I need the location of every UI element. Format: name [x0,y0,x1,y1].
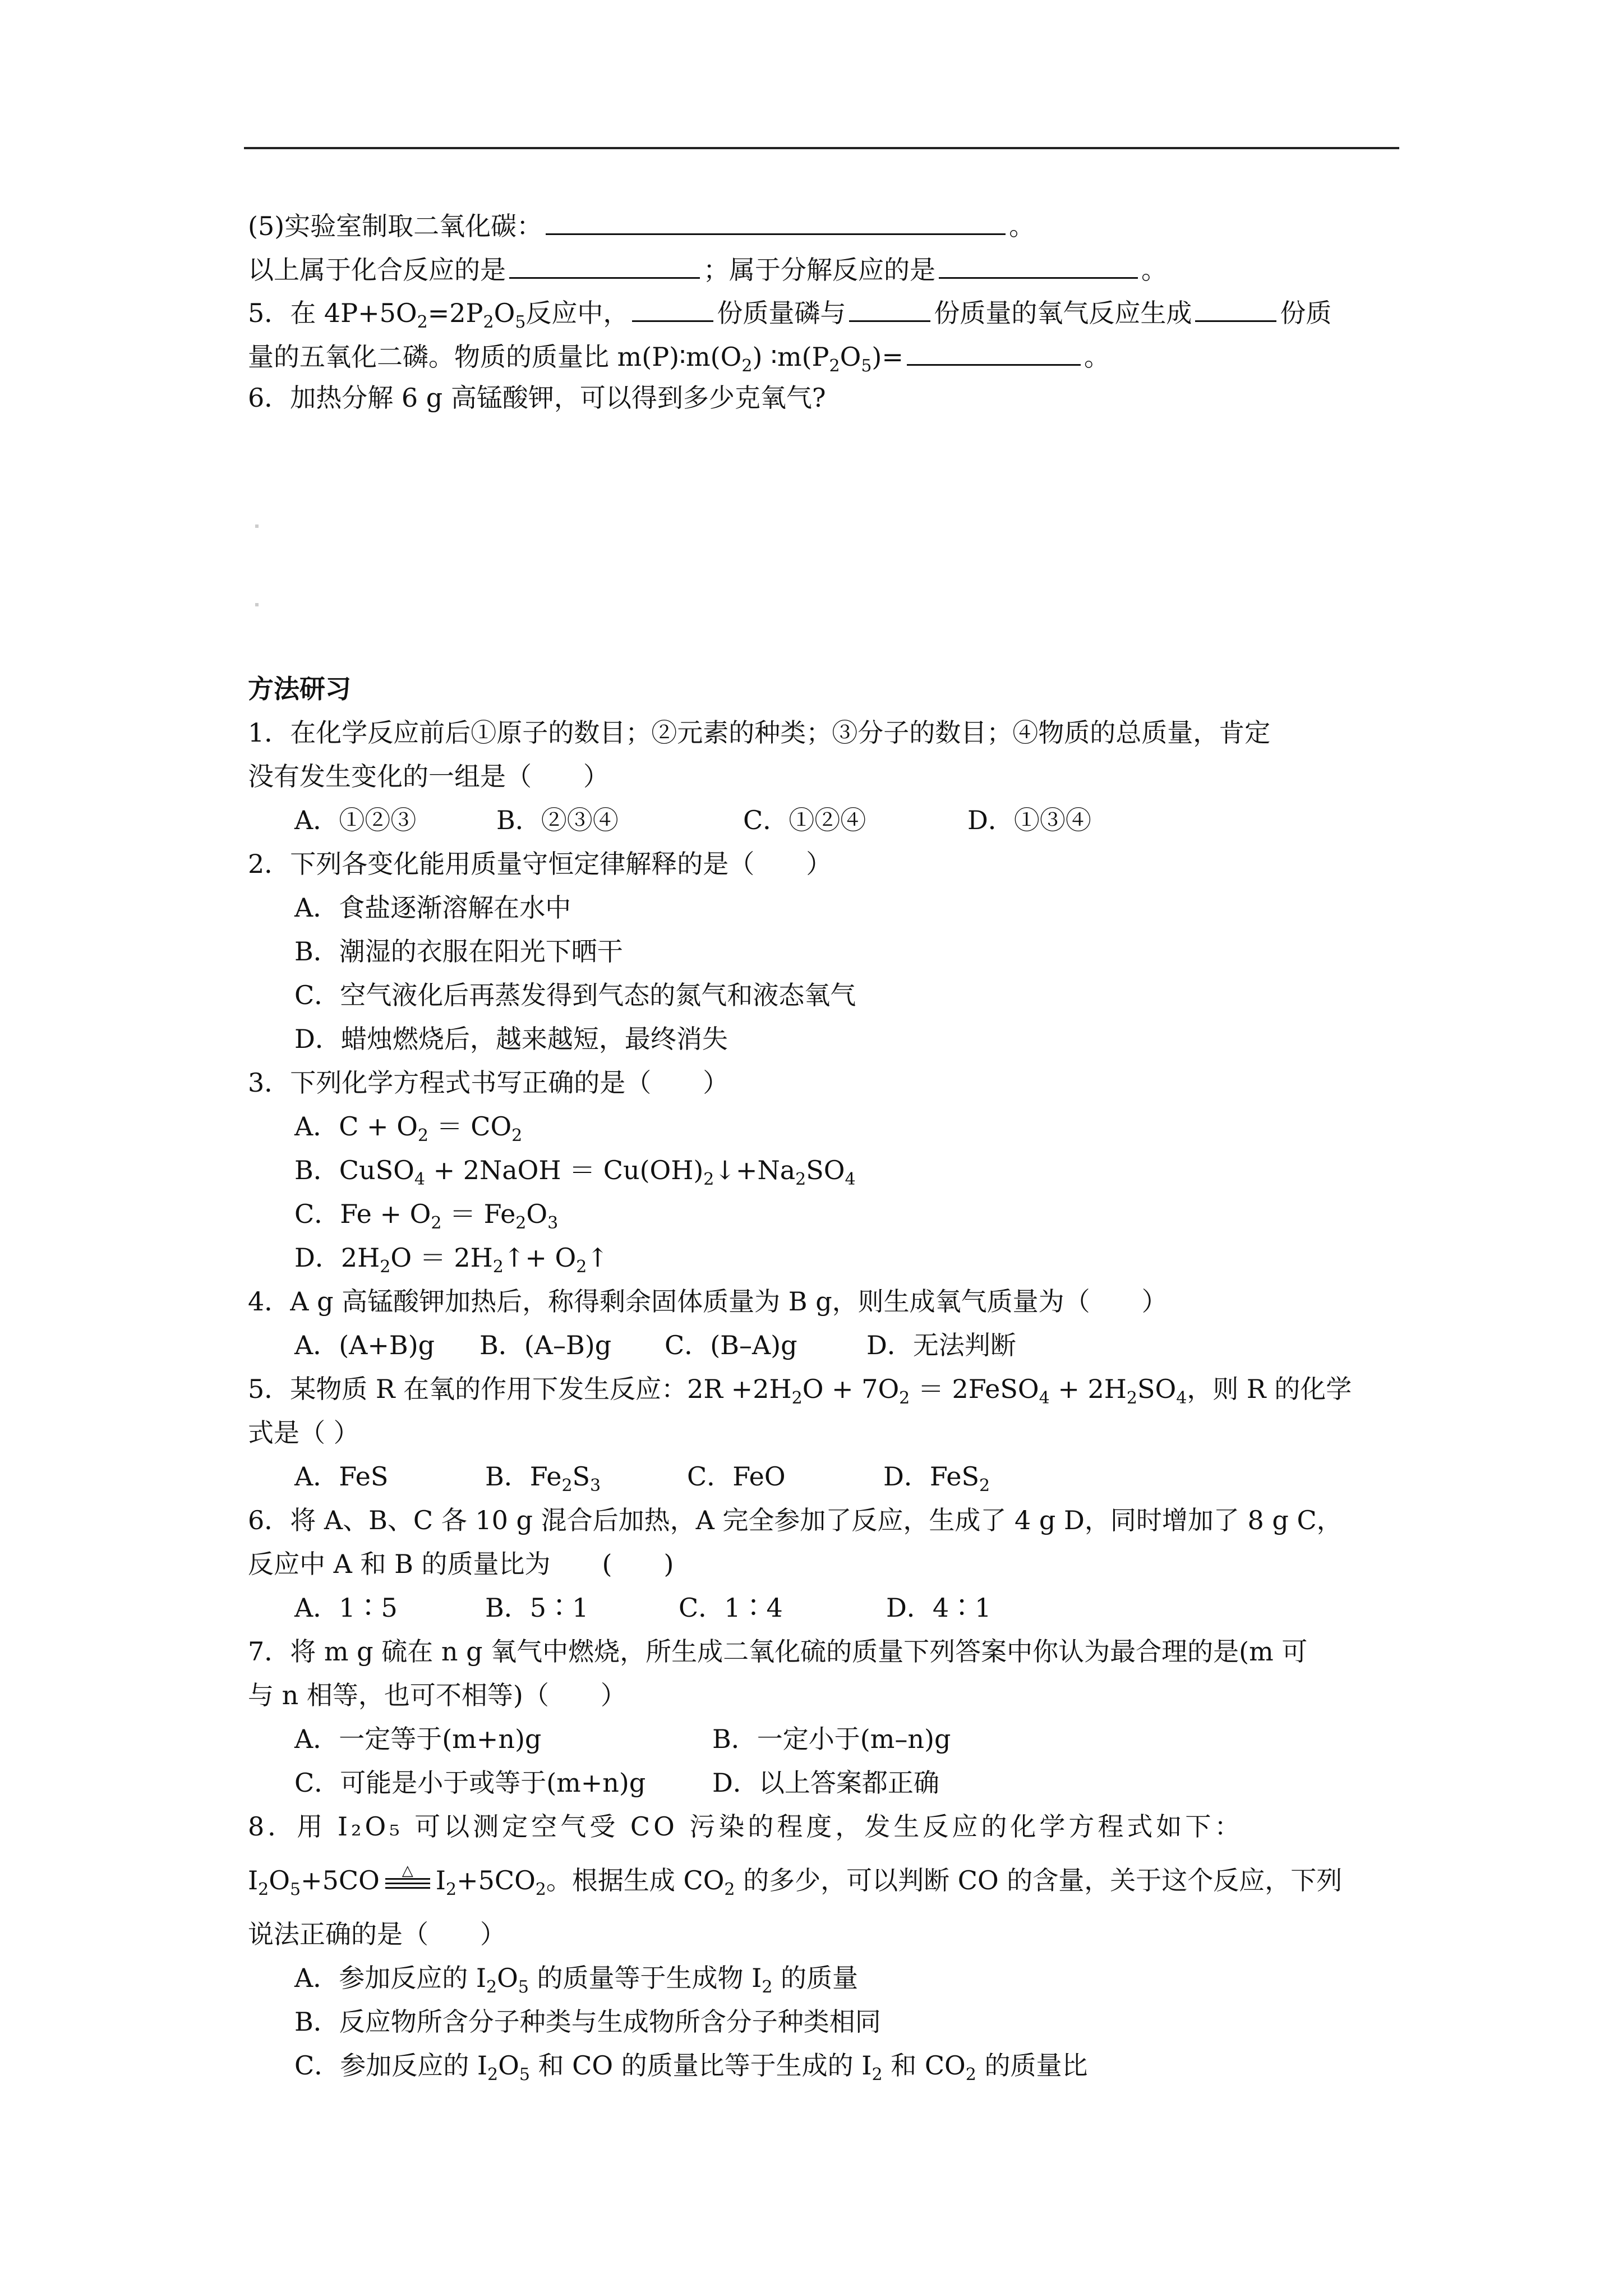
q5-options [294,1455,990,1498]
subscript: 4 [414,1170,425,1189]
eq-text: ↓+Na [714,1155,796,1185]
heating-equals-sign [382,1862,434,1894]
option-d[interactable] [883,1455,990,1498]
q7-options-cd [294,1761,939,1804]
q8-option-b[interactable]: B．反应物所含分子种类与生成物所含分子种类相同 [294,2007,881,2037]
subscript: 2 [561,1476,573,1496]
eq-text: + 2NaOH ＝ Cu(OH) [425,1155,704,1185]
eq-bar [385,1878,430,1880]
subscript: 2 [417,312,428,332]
q2-line: 2．下列各变化能用质量守恒定律解释的是（ ） [248,849,832,879]
eq-text: O [497,1963,518,1993]
q8-option-a[interactable] [294,1957,858,1999]
answer-blank[interactable] [632,289,713,322]
eq-text: I [435,1865,446,1895]
q7-line2: 与 n 相等，也可不相等)（ ） [248,1680,626,1710]
answer-blank[interactable] [1195,289,1276,322]
q2-option-c[interactable]: C．空气液化后再蒸发得到气态的氮气和液态氧气 [294,980,856,1010]
eq-text: O [494,298,515,328]
eq-text: SO [1137,1374,1177,1404]
classify-text-b: ；属于分解反应的是 [703,255,935,285]
eq-text: )= [872,342,903,372]
q5-prev-line2 [248,333,1110,375]
subscript: 2 [445,1880,457,1899]
subscript: 5 [515,312,526,332]
scan-dot [255,603,259,606]
q8-equation-line [248,1859,1342,1902]
classify-line [248,246,1167,288]
subscript: 5 [289,1880,301,1899]
q2-option-a[interactable]: A．食盐逐渐溶解在水中 [294,892,571,923]
subscript: 2 [576,1257,587,1277]
option-d[interactable]: D．4∶1 [886,1593,992,1623]
eq-text: 份质量的氧气反应生成 [934,298,1192,328]
eq-bar [385,1883,430,1884]
eq-text: I [248,1865,259,1895]
header-rule [244,147,1399,149]
q5-line2: 式是（ ） [248,1418,359,1448]
heat-triangle-icon: △ [402,1862,413,1879]
eq-text: 和 CO 的质量比等于生成的 I [529,2050,872,2081]
punct: 。 [1009,211,1035,241]
subscript: 5 [861,356,872,376]
eq-text: D．2H [294,1243,380,1273]
eq-text: O [840,342,861,372]
subscript: 5 [518,1977,529,1997]
eq-text: O [269,1865,290,1895]
eq-text: 的多少，可以判断 CO 的含量，关于这个反应，下列 [735,1865,1343,1895]
eq-text: + 2H [1049,1374,1127,1404]
q7-line1: 7．将 m g 硫在 n g 氧气中燃烧，所生成二氧化硫的质量下列答案中你认为最合理的是(m 可 [248,1636,1308,1667]
subscript: 2 [258,1880,269,1899]
classify-text-a: 以上属于化合反应的是 [248,255,506,285]
subscript: 4 [845,1170,856,1189]
eq-text: 的质量 [772,1963,859,1993]
answer-blank[interactable] [849,289,930,322]
option-a[interactable]: A．一定等于(m+n)g [294,1724,542,1754]
eq-text: 反应中， [525,298,629,328]
subscript: 2 [724,1880,735,1899]
eq-text: O ＝ 2H [390,1243,493,1273]
scan-dot [255,524,259,528]
eq-text: O [526,1199,548,1229]
q3-option-a[interactable] [294,1105,522,1148]
subscript: 2 [380,1257,391,1277]
option-d[interactable]: D．无法判断 [866,1330,1016,1360]
eq-text: ) ∶m(P [752,342,829,372]
eq-text: C．Fe + O [294,1199,431,1229]
eq-text: ，则 R 的化学 [1187,1374,1352,1404]
option-b[interactable]: B．5∶1 [485,1593,589,1623]
eq-text: +5CO [301,1865,380,1895]
subscript: 2 [829,356,840,376]
eq-bar [385,1887,430,1889]
q6-prev-line [248,376,826,419]
eq-text: 5．在 4P+5O [248,298,417,328]
question-text: 6．加热分解 6 g 高锰酸钾，可以得到多少克氧气? [248,383,826,413]
q7-options-ab [294,1718,951,1760]
subscript: 2 [1126,1388,1137,1408]
subscript: 2 [703,1170,714,1189]
q2-option-d[interactable]: D．蜡烛燃烧后，越来越短，最终消失 [294,1024,728,1054]
option-a[interactable]: A．1∶5 [294,1593,398,1623]
eq-text: ＝ CO [428,1111,512,1142]
eq-text: 份质量磷与 [717,298,846,328]
item5-line [248,202,1035,245]
answer-blank[interactable] [907,333,1081,366]
q8-option-c[interactable] [294,2044,1087,2087]
q1-line2: 没有发生变化的一组是（ ） [248,761,609,792]
option-d[interactable]: D．①③④ [967,805,1091,835]
answer-blank[interactable] [546,202,1006,235]
eq-text: ↑ [587,1243,608,1273]
eq-text: 份质 [1280,298,1332,328]
subscript: 2 [487,2065,499,2085]
option-c[interactable]: C．FeO [687,1461,786,1492]
q3-option-b[interactable] [294,1149,856,1191]
subscript: 2 [791,1388,803,1408]
subscript: 2 [515,1213,527,1233]
option-c[interactable]: C．(B–A)g [665,1330,797,1360]
eq-text: B．Fe [485,1461,562,1492]
eq-text: D．FeS [883,1461,980,1492]
section-title: 方法研习 [248,674,351,704]
eq-text: B．CuSO [294,1155,414,1185]
option-c[interactable]: C．①②④ [743,805,866,835]
subscript: 4 [1176,1388,1187,1408]
item5-label: (5)实验室制取二氧化碳： [248,211,543,241]
eq-text: 的质量等于生成物 I [528,1963,762,1993]
q6-line1: 6．将 A、B、C 各 10 g 混合后加热，A 完全参加了反应，生成了 4 g D，同时增加了 8 g C， [248,1505,1343,1535]
option-a[interactable]: A．(A+B)g [294,1330,435,1360]
q1-options [294,799,1091,841]
eq-text: 量的五氧化二磷。物质的质量比 [248,342,617,372]
answer-blank[interactable] [939,246,1138,279]
option-b[interactable]: B．(A–B)g [479,1330,612,1360]
q6-options [294,1586,991,1629]
option-b[interactable] [485,1455,687,1498]
subscript: 2 [965,2065,976,2085]
eq-text: O + 7O [802,1374,900,1404]
eq-text: SO [806,1155,845,1185]
option-d[interactable]: D．以上答案都正确 [712,1768,939,1798]
q3-option-c[interactable] [294,1193,558,1235]
option-a[interactable]: A．FeS [294,1461,389,1492]
subscript: 2 [431,1213,442,1233]
q5-line1 [248,1368,1352,1410]
subscript: 2 [486,1977,497,1997]
option-b[interactable]: B．②③④ [496,805,619,835]
option-c[interactable]: C．1∶4 [679,1593,783,1623]
q3-line: 3．下列化学方程式书写正确的是（ ） [248,1068,729,1098]
q4-options [294,1324,1016,1366]
punct: 。 [1141,255,1167,285]
q2-option-b[interactable]: B．潮湿的衣服在阳光下晒干 [294,936,623,967]
eq-text: S [572,1461,591,1492]
subscript: 2 [483,312,494,332]
subscript: 2 [417,1126,429,1145]
subscript: 2 [511,1126,523,1145]
eq-text: 的质量比 [976,2050,1088,2081]
subscript: 3 [590,1476,601,1496]
eq-text: ＝ Fe [441,1199,516,1229]
eq-text: +5CO [457,1865,536,1895]
eq-text: 和 CO [882,2050,966,2081]
option-a[interactable]: A．①②③ [294,805,417,835]
eq-text: m(P)∶m(O [617,342,742,372]
eq-text: ↑+ O [503,1243,577,1273]
q3-option-d[interactable] [294,1236,608,1279]
subscript: 4 [1039,1388,1050,1408]
option-b[interactable]: B．一定小于(m–n)g [712,1724,951,1754]
q1-line1: 1．在化学反应前后①原子的数目；②元素的种类；③分子的数目；④物质的总质量，肯定 [248,717,1271,748]
eq-text: C．参加反应的 I [294,2050,487,2081]
subscript: 2 [795,1170,806,1189]
subscript: 2 [741,356,753,376]
q8-line1: 8．用 I₂O₅ 可以测定空气受 CO 污染的程度，发生反应的化学方程式如下： [248,1811,1244,1842]
punct: 。 [1083,342,1110,372]
eq-text: ＝ 2FeSO [910,1374,1039,1404]
eq-text: A．参加反应的 I [294,1963,487,1993]
q5-prev-line1 [248,289,1331,332]
eq-text: O [498,2050,519,2081]
eq-text: A．C + O [294,1111,418,1142]
option-c[interactable]: C．可能是小于或等于(m+n)g [294,1768,646,1798]
eq-text: 。根据生成 CO [546,1865,725,1895]
subscript: 3 [547,1213,559,1233]
subscript: 2 [979,1476,990,1496]
subscript: 2 [899,1388,910,1408]
subscript: 2 [762,1977,773,1997]
answer-blank[interactable] [509,246,700,279]
eq-text: 5．某物质 R 在氧的作用下发生反应：2R +2H [248,1374,792,1404]
q8-line3: 说法正确的是（ ） [248,1919,506,1949]
eq-text: =2P [427,298,483,328]
q6-line2: 反应中 A 和 B 的质量比为 ( ) [248,1549,674,1579]
subscript: 2 [872,2065,883,2085]
subscript: 2 [492,1257,504,1277]
subscript: 2 [535,1880,546,1899]
q4-line: 4．A g 高锰酸钾加热后，称得剩余固体质量为 B g，则生成氧气质量为（ ） [248,1286,1168,1317]
subscript: 5 [519,2065,530,2085]
